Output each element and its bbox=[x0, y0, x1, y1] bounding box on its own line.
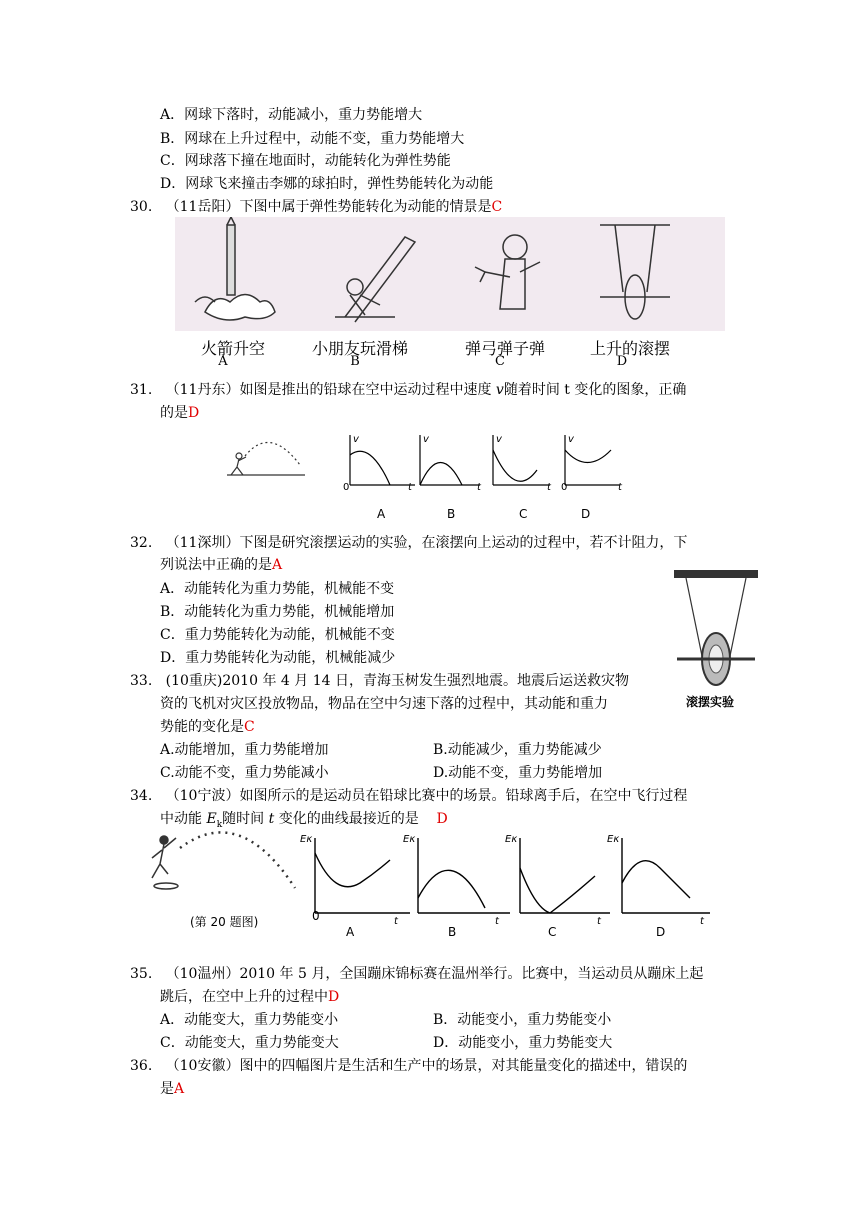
option-c: C.动能不变，重力势能减小 bbox=[160, 765, 329, 781]
question-32 bbox=[130, 533, 687, 553]
label-a: A bbox=[346, 925, 355, 939]
question-text: 的是 bbox=[160, 405, 188, 421]
pendulum-icon bbox=[600, 225, 670, 319]
answer: A bbox=[272, 557, 283, 573]
axis-ek: Eκ bbox=[607, 834, 620, 845]
question-text: （11深圳）下图是研究滚摆运动的实验，在滚摆向上运动的过程中，若不计阻力，下 bbox=[165, 535, 688, 551]
question-36-line2 bbox=[160, 1079, 184, 1099]
axis-ek: Eκ bbox=[300, 834, 313, 845]
option-a: A．动能转化为重力势能，机械能不变 bbox=[160, 581, 395, 597]
axis-t: t bbox=[495, 916, 499, 927]
axis-t: t bbox=[408, 482, 412, 493]
caption-c: 弹弓弹子弹 bbox=[464, 339, 545, 358]
var-t: t bbox=[268, 811, 275, 827]
option-a: A．网球下落时，动能减小，重力势能增大 bbox=[160, 107, 423, 123]
origin: 0 bbox=[343, 482, 350, 493]
question-text: 列说法中正确的是 bbox=[160, 557, 272, 573]
answer: C bbox=[244, 719, 255, 735]
shot-putter-icon bbox=[152, 832, 295, 889]
option-d: D．动能变小，重力势能变大 bbox=[433, 1035, 613, 1051]
option-d: D．网球飞来撞击李娜的球拍时，弹性势能转化为动能 bbox=[160, 176, 494, 192]
origin: 0 bbox=[561, 482, 568, 493]
axis-v: v bbox=[496, 434, 502, 445]
q31-figure bbox=[225, 430, 645, 530]
question-text: 是 bbox=[160, 1081, 174, 1097]
label-b: B bbox=[448, 925, 457, 939]
label-b: B bbox=[447, 507, 456, 521]
option-b: B．动能变小，重力势能变小 bbox=[433, 1012, 612, 1028]
option-d: D．重力势能转化为动能，机械能减少 bbox=[160, 650, 396, 666]
label-a: A bbox=[218, 354, 228, 369]
question-text-cont: 随着时间 t 变化的图象，正确 bbox=[503, 382, 687, 398]
label-c: C bbox=[519, 507, 528, 521]
figure-caption: 滚摆实验 bbox=[686, 695, 735, 709]
question-30 bbox=[130, 197, 502, 217]
question-number: 30. bbox=[130, 199, 153, 215]
q34-figure bbox=[150, 828, 720, 946]
caption-b: 小朋友玩滑梯 bbox=[311, 339, 408, 358]
question-text: (10重庆)2010 年 4 月 14 日，青海玉树发生强烈地震。地震后运送救灾物 bbox=[165, 673, 629, 689]
option-b: B．网球在上升过程中，动能不变，重力势能增大 bbox=[160, 131, 465, 147]
question-text: （10温州）2010 年 5 月，全国蹦床锦标赛在温州举行。比赛中，当运动员从蹦床上起 bbox=[165, 966, 704, 982]
question-number: 31. bbox=[130, 382, 153, 398]
question-text: 势能的变化是 bbox=[160, 719, 244, 735]
question-text: （11丹东）如图是推出的铅球在空中运动过程中速度 bbox=[165, 382, 492, 398]
option-a: A．动能变大，重力势能变小 bbox=[160, 1012, 339, 1028]
answer: D bbox=[188, 405, 200, 421]
axis-t: t bbox=[597, 916, 601, 927]
label-c: C bbox=[548, 925, 557, 939]
question-33 bbox=[130, 671, 629, 691]
option-c: C．动能变大，重力势能变大 bbox=[160, 1035, 339, 1051]
question-text: 跳后，在空中上升的过程中 bbox=[160, 989, 328, 1005]
label-d: D bbox=[656, 925, 666, 939]
axis-t: t bbox=[618, 482, 622, 493]
answer: D bbox=[436, 811, 448, 827]
question-text-cont: 变化的曲线最接近的是 bbox=[278, 811, 419, 827]
question-32-line2 bbox=[160, 555, 282, 575]
question-text: 中动能 bbox=[160, 811, 202, 827]
axis-v: v bbox=[568, 434, 574, 445]
label-d: D bbox=[616, 354, 628, 369]
var-ek-sub: k bbox=[216, 819, 223, 830]
question-31 bbox=[130, 380, 686, 400]
question-36 bbox=[130, 1056, 687, 1076]
question-34 bbox=[130, 786, 687, 806]
question-31-line2 bbox=[160, 403, 199, 423]
question-text: （11岳阳）下图中属于弹性势能转化为动能的情景是 bbox=[165, 199, 492, 215]
answer: C bbox=[491, 199, 503, 215]
axis-v: v bbox=[423, 434, 429, 445]
question-33-line3 bbox=[160, 717, 255, 737]
answer: D bbox=[328, 989, 340, 1005]
option-c: C．重力势能转化为动能，机械能不变 bbox=[160, 627, 395, 643]
var-v: v bbox=[495, 382, 504, 398]
option-b: B．动能转化为重力势能，机械能增加 bbox=[160, 604, 395, 620]
shot-putter-icon bbox=[227, 442, 305, 475]
question-number: 33. bbox=[130, 673, 153, 689]
figure-caption: (第 20 题图) bbox=[190, 915, 259, 929]
option-d: D.动能不变，重力势能增加 bbox=[433, 765, 603, 781]
label-a: A bbox=[377, 507, 386, 521]
question-number: 35. bbox=[130, 966, 153, 982]
axis-t: t bbox=[394, 916, 398, 927]
question-35 bbox=[130, 964, 703, 984]
option-c: C．网球落下撞在地面时，动能转化为弹性势能 bbox=[160, 153, 451, 169]
question-text-cont: 随时间 bbox=[222, 811, 265, 827]
rocket-icon bbox=[195, 217, 275, 320]
axis-t: t bbox=[700, 916, 704, 927]
slingshot-boy-icon bbox=[475, 235, 540, 309]
slide-child-icon bbox=[335, 237, 415, 322]
question-text: （10宁波）如图所示的是运动员在铅球比赛中的场景。铅球离手后，在空中飞行过程 bbox=[165, 788, 688, 804]
answer: A bbox=[174, 1081, 185, 1097]
caption-d: 上升的滚摆 bbox=[589, 339, 670, 358]
question-text: （10安徽）图中的四幅图片是生活和生产中的场景，对其能量变化的描述中，错误的 bbox=[165, 1058, 688, 1074]
axis-t: t bbox=[547, 482, 551, 493]
var-ek: E bbox=[206, 811, 217, 827]
label-d: D bbox=[581, 507, 591, 521]
axis-v: v bbox=[353, 434, 359, 445]
question-number: 32. bbox=[130, 535, 153, 551]
axis-t: t bbox=[477, 482, 481, 493]
origin: 0 bbox=[312, 909, 320, 923]
label-b: B bbox=[350, 354, 360, 369]
q30-image-strip bbox=[175, 217, 725, 331]
axis-ek: Eκ bbox=[403, 834, 416, 845]
caption-a: 火箭升空 bbox=[200, 339, 265, 358]
question-number: 36. bbox=[130, 1058, 153, 1074]
question-number: 34. bbox=[130, 788, 153, 804]
question-33-line2: 资的飞机对灾区投放物品，物品在空中匀速下落的过程中，其动能和重力 bbox=[160, 696, 608, 712]
option-b: B.动能减少，重力势能减少 bbox=[433, 742, 602, 758]
axis-ek: Eκ bbox=[505, 834, 518, 845]
option-a: A.动能增加，重力势能增加 bbox=[160, 742, 329, 758]
label-c: C bbox=[495, 354, 505, 369]
question-35-line2 bbox=[160, 987, 339, 1007]
